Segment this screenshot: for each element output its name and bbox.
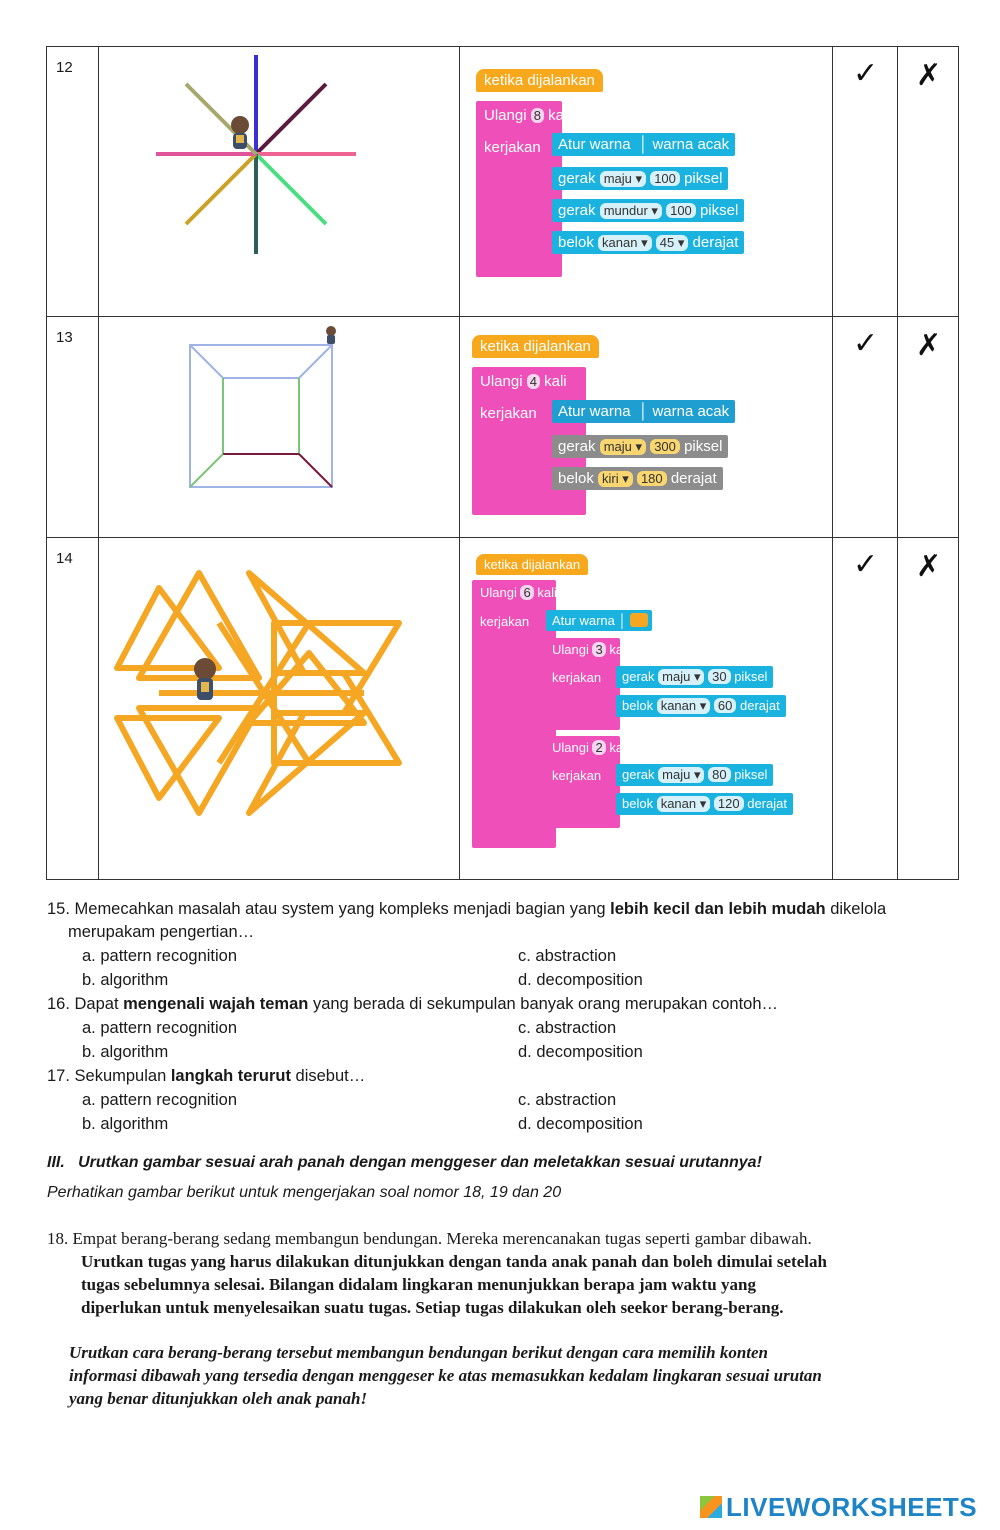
section-3-heading: III. Urutkan gambar sesuai arah panah dengan menggeser dan meletakkan sesuai urutannya! [47,1154,762,1171]
repeat-label: Ulangi 6 kali [480,585,557,600]
color-swatch-icon[interactable] [630,613,648,627]
cross-icon[interactable]: ✗ [916,59,942,92]
cross-icon[interactable]: ✗ [916,550,942,583]
set-color-block[interactable]: Atur warna │ warna acak [552,400,735,423]
repeat-label: Ulangi 8 kali [484,107,571,124]
check-cell[interactable] [833,317,898,538]
code-cell [460,47,833,317]
check-icon[interactable]: ✓ [853,548,879,581]
q16-option-c[interactable]: c. abstraction [518,1019,617,1037]
hexagonal-pattern-drawing [99,538,459,878]
logo-icon [700,1496,722,1518]
move-forward-block[interactable]: gerak maju ▾ 80 piksel [616,764,773,786]
set-color-block[interactable]: Atur warna │ [546,610,652,631]
table-row [47,538,959,880]
move-backward-block[interactable]: gerak mundur ▾ 100 piksel [552,199,744,222]
table-row [47,47,959,317]
repeat-block[interactable] [476,101,562,277]
cross-cell[interactable] [898,47,959,317]
q15-option-c[interactable]: c. abstraction [518,947,617,965]
row-number: 13 [47,317,99,538]
q15-option-b[interactable]: b. algorithm [82,971,169,989]
code-cell [460,317,833,538]
inner-do-label-1: kerjakan [552,670,602,685]
cross-cell[interactable] [898,317,959,538]
turtle-drawing [99,47,460,317]
q17-option-a[interactable]: a. pattern recognition [82,1091,238,1109]
do-label: kerjakan [480,405,537,422]
do-label: kerjakan [484,139,541,156]
repeat-count: 6 [520,585,533,600]
question-18-bold1: Urutkan tugas yang harus dilakukan ditunjukkan dengan tanda anak panah dan boleh dimulai setelah [81,1252,827,1271]
turtle-drawing [99,317,460,538]
question-16: 16. Dapat mengenali wajah teman yang berada di sekumpulan banyak orang merupakan contoh… [47,995,779,1013]
turtle-drawing [99,538,460,880]
star-lines-drawing [99,47,459,315]
table-row [47,317,959,538]
check-icon[interactable]: ✓ [853,327,879,360]
q15-option-a[interactable]: a. pattern recognition [82,947,238,965]
move-forward-block[interactable]: gerak maju ▾ 30 piksel [616,666,773,688]
question-18-bold3: diperlukan untuk menyelesaikan suatu tugas. Setiap tugas dilakukan oleh seekor berang-berang. [81,1298,784,1317]
when-run-block[interactable]: ketika dijalankan [476,69,603,92]
liveworksheets-logo: LIVEWORKSHEETS [700,1492,977,1523]
turn-block[interactable]: belok kanan ▾ 45 ▾ derajat [552,231,744,254]
row-number: 14 [47,538,99,880]
check-cell[interactable] [833,47,898,317]
question-18-italic2: informasi dibawah yang tersedia dengan menggeser ke atas memasukkan kedalam lingkaran sesuai urutan [69,1366,822,1385]
q17-option-b[interactable]: b. algorithm [82,1115,169,1133]
when-run-block[interactable]: ketika dijalankan [472,335,599,358]
move-forward-block[interactable]: gerak maju ▾ 300 piksel [552,435,728,458]
q16-option-a[interactable]: a. pattern recognition [82,1019,238,1037]
do-label: kerjakan [480,614,530,629]
square-frame-drawing [99,317,459,536]
code-cell [460,538,833,880]
question-18-italic3: yang benar ditunjukkan oleh anak panah! [69,1389,368,1408]
character-icon [326,326,336,344]
repeat-label: Ulangi 4 kali [480,373,567,390]
move-forward-block[interactable]: gerak maju ▾ 100 piksel [552,167,728,190]
repeat-count: 8 [531,108,544,123]
q15-option-d[interactable]: d. decomposition [518,971,643,989]
set-color-block[interactable]: Atur warna │ warna acak [552,133,735,156]
q16-option-b[interactable]: b. algorithm [82,1043,169,1061]
check-cell[interactable] [833,538,898,880]
question-17: 17. Sekumpulan langkah terurut disebut… [47,1067,366,1085]
section-3-subtitle: Perhatikan gambar berikut untuk mengerjakan soal nomor 18, 19 dan 20 [47,1184,562,1201]
row-number: 12 [47,47,99,317]
inner-do-label-2: kerjakan [552,768,602,783]
when-run-block[interactable]: ketika dijalankan [476,554,588,575]
cross-cell[interactable] [898,538,959,880]
question-18-italic1: Urutkan cara berang-berang tersebut membangun bendungan berikut dengan cara memilih konten [69,1343,768,1362]
question-15: 15. Memecahkan masalah atau system yang kompleks menjadi bagian yang lebih kecil dan lebih mudah dikelola [47,900,887,918]
q17-option-c[interactable]: c. abstraction [518,1091,617,1109]
turn-right-block[interactable]: belok kanan ▾ 120 derajat [616,793,793,815]
check-icon[interactable]: ✓ [853,57,879,90]
question-15-line2: merupakam pengertian… [68,923,255,941]
inner-repeat-label-2: Ulangi 2 kali [552,740,629,755]
turn-right-block[interactable]: belok kanan ▾ 60 derajat [616,695,786,717]
question-18-line1: 18. Empat berang-berang sedang membangun bendungan. Mereka merencanakan tugas seperti gambar dibawah. [47,1229,812,1248]
cross-icon[interactable]: ✗ [916,329,942,362]
question-table [46,46,959,880]
q17-option-d[interactable]: d. decomposition [518,1115,643,1133]
repeat-count: 4 [527,374,540,389]
q16-option-d[interactable]: d. decomposition [518,1043,643,1061]
turn-left-block[interactable]: belok kiri ▾ 180 derajat [552,467,723,490]
inner-repeat-label-1: Ulangi 3 kali [552,642,629,657]
question-18-bold2: tugas sebelumnya selesai. Bilangan didalam lingkaran menunjukkan berapa jam waktu yang [81,1275,756,1294]
